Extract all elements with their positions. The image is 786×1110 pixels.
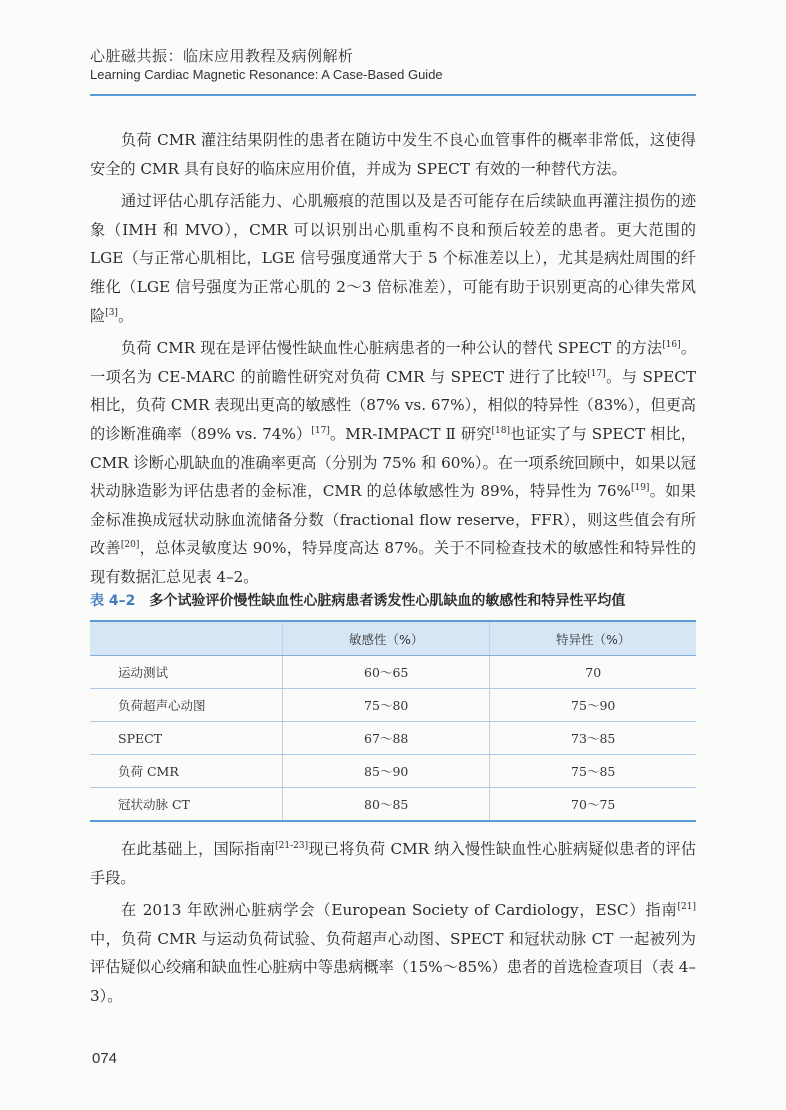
header-rule (90, 94, 696, 96)
table-cell: 75～80 (283, 689, 490, 722)
table-header-cell (90, 621, 283, 656)
table-row (90, 755, 696, 788)
paragraph-text: 在 2013 年欧洲心脏病学会（European Society of Cardiology，ESC）指南 (121, 901, 678, 920)
table-caption-number: 表 4–2 (90, 593, 136, 609)
paragraph-text: 在此基础上，国际指南 (121, 840, 276, 858)
table-row (90, 689, 696, 722)
body-text-lower (90, 835, 696, 1015)
paragraph-text: 中，负荷 CMR 与运动负荷试验、负荷超声心动图、SPECT 和冠状动脉 CT 一起被列为评估疑似心绞痛和缺血性心脏病中等患病概率（15%～85%）患者的首选检查项目（表 4–3）。 (90, 929, 696, 1005)
citation-ref: [18] (491, 425, 511, 436)
table-cell: 60～65 (283, 656, 490, 689)
paragraph (90, 896, 696, 1010)
citation-ref: [16] (662, 340, 681, 351)
table-header-cell: 特异性（%） (490, 621, 696, 656)
citation-ref: [3] (105, 307, 118, 318)
table-row (90, 722, 696, 755)
citation-ref: [21-23] (275, 841, 309, 851)
paragraph (90, 334, 696, 591)
table-caption (90, 590, 696, 610)
table-cell-method: SPECT (90, 722, 283, 755)
citation-ref: [19] (630, 483, 650, 494)
table-cell: 80～85 (283, 788, 490, 822)
paragraph-text: 。 (117, 306, 134, 325)
table-header-cell: 敏感性（%） (283, 621, 490, 656)
table-cell: 67～88 (283, 722, 490, 755)
citation-ref: [17] (587, 368, 606, 379)
paragraph-text: 。MR-IMPACT Ⅱ 研究 (329, 424, 492, 443)
paragraph (90, 126, 696, 183)
paragraph-text: 现已将负荷 CMR 纳入慢性缺血性心脏病疑似患者的评估手段。 (90, 840, 697, 887)
table-cell: 70 (490, 656, 696, 689)
paragraph-text: 。如果金标准换成冠状动脉血流储备分数（fractional flow reserve，FFR），则这些值会有所改善 (90, 482, 696, 558)
table-row (90, 656, 696, 689)
table-cell-method: 运动测试 (90, 656, 283, 689)
table-cell: 85～90 (283, 755, 490, 788)
table-cell: 75～85 (490, 755, 696, 788)
paragraph (90, 835, 696, 892)
book-title-en: Learning Cardiac Magnetic Resonance: A Case-Based Guide (90, 67, 443, 82)
paragraph-text: 通过评估心肌存活能力、心肌瘢痕的范围以及是否可能存在后续缺血再灌注损伤的迹象（IMH 和 MVO），CMR 可以识别出心肌重构不良和预后较差的患者。更大范围的 LGE（与正常心肌相比，LGE 信号强度通常大于 5 个标准差以上），尤其是病灶周围的纤维化（LGE 信号强度为正常心肌的 2～3 倍标准差），可能有助于识别更高的心律失常风险 (90, 192, 696, 325)
table-header-row (90, 621, 696, 656)
citation-ref: [17] (311, 425, 330, 436)
table-row (90, 788, 696, 822)
table-caption-text: 多个试验评价慢性缺血性心脏病患者诱发性心肌缺血的敏感性和特异性平均值 (149, 593, 626, 609)
paragraph-text: 。一项名为 CE-MARC 的前瞻性研究对负荷 CMR 与 SPECT 进行了比较 (90, 339, 697, 386)
citation-ref: [20] (120, 540, 140, 551)
paragraph-text: ，总体灵敏度达 90%，特异度高达 87%。关于不同检查技术的敏感性和特异性的现有数据汇总见表 4–2。 (90, 539, 697, 586)
book-title-cn: 心脏磁共振：临床应用教程及病例解析 (90, 47, 354, 65)
table-cell-method: 冠状动脉 CT (90, 788, 283, 822)
page-number: 074 (92, 1050, 118, 1067)
table-cell: 75～90 (490, 689, 696, 722)
running-header (90, 46, 696, 96)
table-cell: 73～85 (490, 722, 696, 755)
paragraph-text: 负荷 CMR 灌注结果阴性的患者在随访中发生不良心血管事件的概率非常低，这使得安全的 CMR 具有良好的临床应用价值，并成为 SPECT 有效的一种替代方法。 (90, 131, 696, 178)
paragraph (90, 187, 696, 330)
citation-ref: [21] (677, 902, 696, 913)
table-cell: 70～75 (490, 788, 696, 822)
paragraph-text: 。与 SPECT 相比，负荷 CMR 表现出更高的敏感性（87% vs. 67%），相似的特异性（83%），但更高的诊断准确率（89% vs. 74%） (90, 367, 696, 443)
table-cell-method: 负荷超声心动图 (90, 689, 283, 722)
paragraph-text: 也证实了与 SPECT 相比，CMR 诊断心肌缺血的准确率更高（分别为 75% 和 60%）。在一项系统回顾中，如果以冠状动脉造影为评估患者的金标准，CMR 的总体敏感性为 89%，特异性为 76% (90, 424, 696, 501)
table-cell-method: 负荷 CMR (90, 755, 283, 788)
paragraph-text: 负荷 CMR 现在是评估慢性缺血性心脏病患者的一种公认的替代 SPECT 的方法 (121, 339, 663, 358)
sensitivity-specificity-table (90, 620, 696, 822)
body-text-upper (90, 126, 696, 596)
